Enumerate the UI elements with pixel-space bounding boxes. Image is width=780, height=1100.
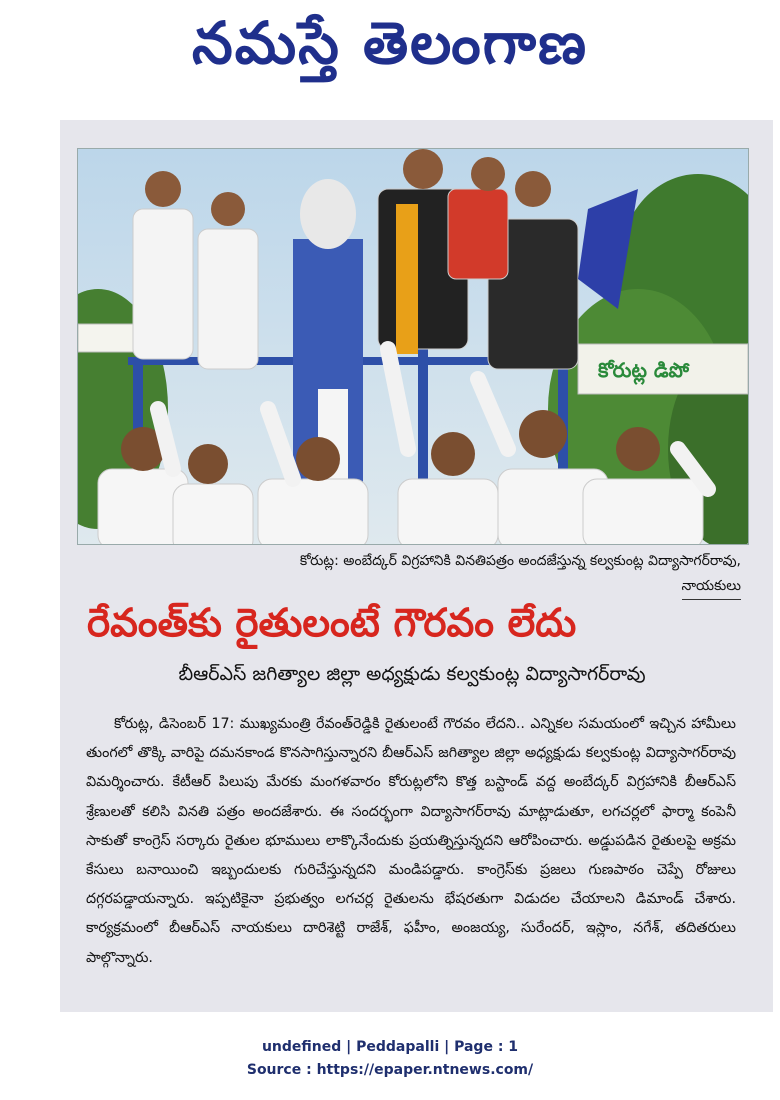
caption-line-1: కోరుట్ల: అంబేద్కర్ విగ్రహానికి వినతిపత్రం అందజేస్తున్న కల్వకుంట్ల విద్యాసాగర్‌రావు,	[299, 553, 741, 569]
newspaper-masthead: నమస్తే తెలంగాణ	[192, 9, 588, 77]
depot-banner: కోరుట్ల డిపో	[598, 358, 690, 382]
source-line: Source : https://epaper.ntnews.com/	[246, 1062, 534, 1078]
photo-caption	[77, 549, 741, 600]
article-body: కోరుట్ల, డిసెంబర్ 17: ముఖ్యమంత్రి రేవంత్‌రెడ్డికి రైతులంటే గౌరవం లేదని.. ఎన్నికల సమయంలో ఇచ్చిన హామీలు తుంగలో తొక్కి వారిపై దమనకాండ కొనసాగిస్తున్నారని బీఆర్‌ఎస్ జగిత్యాల జిల్లా అధ్యక్షుడు కల్వకుంట్ల విద్యాసాగర్‌రావు విమర్శించారు. కేటీఆర్ పిలుపు మేరకు మంగళవారం కోరుట్లలోని కొత్త బస్టాండ్ వద్ద అంబేద్కర్ విగ్రహానికి బీఆర్‌ఎస్ శ్రేణులతో కలిసి వినతి పత్రం అందజేశారు. ఈ సందర్భంగా విద్యాసాగర్‌రావు మాట్లాడుతూ, లగచర్లలో ఫార్మా కంపెనీ సాకుతో కాంగ్రెస్ సర్కారు రైతుల భూములు లాక్కొనేందుకు ప్రయత్నిస్తున్నదని ఆరోపించారు. అడ్డుపడిన రైతులపై అక్రమ కేసులు బనాయించి ఇబ్బందులకు గురిచేస్తున్నదని మండిపడ్డారు. కాంగ్రెస్‌కు ప్రజలు గుణపాఠం చెప్పే రోజులు దగ్గరపడ్డాయన్నారు. ఇప్పటికైనా ప్రభుత్వం లగచర్ల రైతులను భేషరతుగా విడుదల చేయాలని డిమాండ్ చేశారు. కార్యక్రమంలో బీఆర్‌ఎస్ నాయకులు దారిశెట్టి రాజేశ్, ఫహీం, అంజయ్య, సురేందర్, ఇస్లాం, నగేశ్, తదితరులు పాల్గొన్నారు.	[86, 716, 736, 966]
caption-line-2: నాయకులు	[682, 574, 741, 600]
news-photo	[77, 148, 749, 545]
edition-line: undefined | Peddapalli | Page : 1	[261, 1039, 519, 1055]
article-headline: రేవంత్‌కు రైతులంటే గౌరవం లేదు	[87, 601, 577, 646]
article-subheadline: బీఆర్‌ఎస్ జగిత్యాల జిల్లా అధ్యక్షుడు కల్వకుంట్ల విద్యాసాగర్‌రావు	[178, 663, 646, 685]
